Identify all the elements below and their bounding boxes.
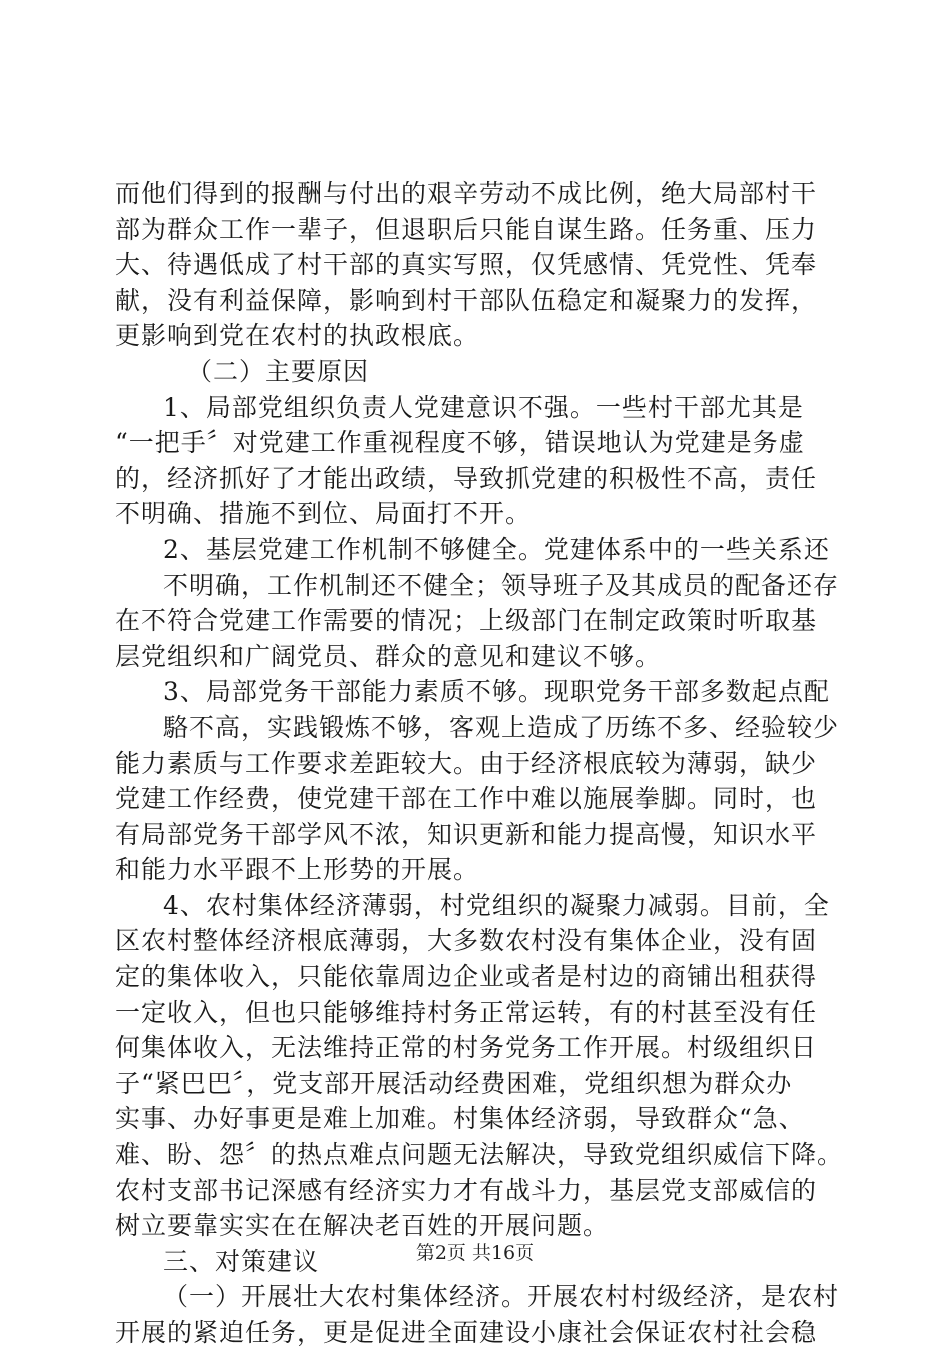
text-line: 在不符合党建工作需要的情况；上级部门在制定政策时听取基: [115, 606, 818, 636]
section-heading: （二）主要原因: [187, 356, 370, 386]
text-line: 何集体收入，无法维持正常的村务党务工作开展。村级组织日: [115, 1033, 818, 1063]
page-number: 第2页 共16页: [415, 1242, 535, 1264]
text-line: 的，经济抓好了才能出政绩，导致抓党建的积极性不高，责任: [115, 463, 818, 493]
text-line: 实事、办好事更是难上加难。村集体经济弱，导致群众“急、: [115, 1104, 805, 1134]
text-line: （一）开展壮大农村集体经济。开展农村村级经济，是农村: [163, 1282, 840, 1312]
text-line: 部为群众工作一辈子，但退职后只能自谋生路。任务重、压力: [115, 214, 818, 244]
text-line: 树立要靠实实在在解决老百姓的开展问题。: [115, 1211, 610, 1241]
text-line: 子“紧巴巴〞，党支部开展活动经费困难，党组织想为群众办: [115, 1068, 793, 1098]
text-line: 区农村整体经济根底薄弱，大多数农村没有集体企业，没有固: [115, 926, 818, 956]
text-line: 党建工作经费，使党建干部在工作中难以施展拳脚。同时，也: [115, 784, 818, 814]
document-body: [115, 176, 850, 1351]
text-line: 能力素质与工作要求差距较大。由于经济根底较为薄弱，缺少: [115, 748, 818, 778]
text-line: 层党组织和广阔党员、群众的意见和建议不够。: [115, 641, 662, 671]
text-line: 4、农村集体经济薄弱，村党组织的凝聚力减弱。目前，全: [163, 890, 830, 920]
text-line: 和能力水平跟不上形势的开展。: [115, 855, 480, 885]
section-heading: 三、对策建议: [163, 1246, 320, 1276]
text-line: 3、局部党务干部能力素质不够。现职党务干部多数起点配: [163, 677, 830, 707]
text-line: 开展的紧迫任务，更是促进全面建设小康社会保证农村社会稳: [115, 1318, 818, 1347]
text-line: 一定收入，但也只能够维持村务正常运转，有的村甚至没有任: [115, 997, 818, 1027]
text-line: 献，没有利益保障，影响到村干部队伍稳定和凝聚力的发挥，: [115, 285, 818, 315]
text-line: “一把手〞对党建工作重视程度不够，错误地认为党建是务虚: [115, 428, 805, 458]
page-footer: [0, 1238, 950, 1265]
text-line: 更影响到党在农村的执政根底。: [115, 321, 480, 351]
text-line: 定的集体收入，只能依靠周边企业或者是村边的商铺出租获得: [115, 962, 818, 992]
text-line: 駱不高，实践锻炼不够，客观上造成了历练不多、经验较少: [163, 712, 840, 742]
text-line: 难、盼、怨〞的热点难点问题无法解决，导致党组织威信下降。: [115, 1140, 844, 1170]
text-line: 大、待遇低成了村干部的真实写照，仅凭感情、凭党性、凭奉: [115, 250, 818, 280]
text-line: 2、基层党建工作机制不够健全。党建体系中的一些关系还: [163, 534, 830, 564]
text-line: 而他们得到的报酬与付出的艰辛劳动不成比例，绝大局部村干: [115, 179, 818, 208]
text-line: 有局部党务干部学风不浓，知识更新和能力提高慢，知识水平: [115, 819, 818, 849]
text-line: 不明确，工作机制还不健全；领导班子及其成员的配备还存: [163, 570, 840, 600]
text-line: 不明确、措施不到位、局面打不开。: [115, 499, 532, 529]
text-line: 1、局部党组织负责人党建意识不强。一些村干部尤其是: [163, 392, 804, 422]
text-line: 农村支部书记深感有经济实力才有战斗力，基层党支部威信的: [115, 1175, 818, 1205]
